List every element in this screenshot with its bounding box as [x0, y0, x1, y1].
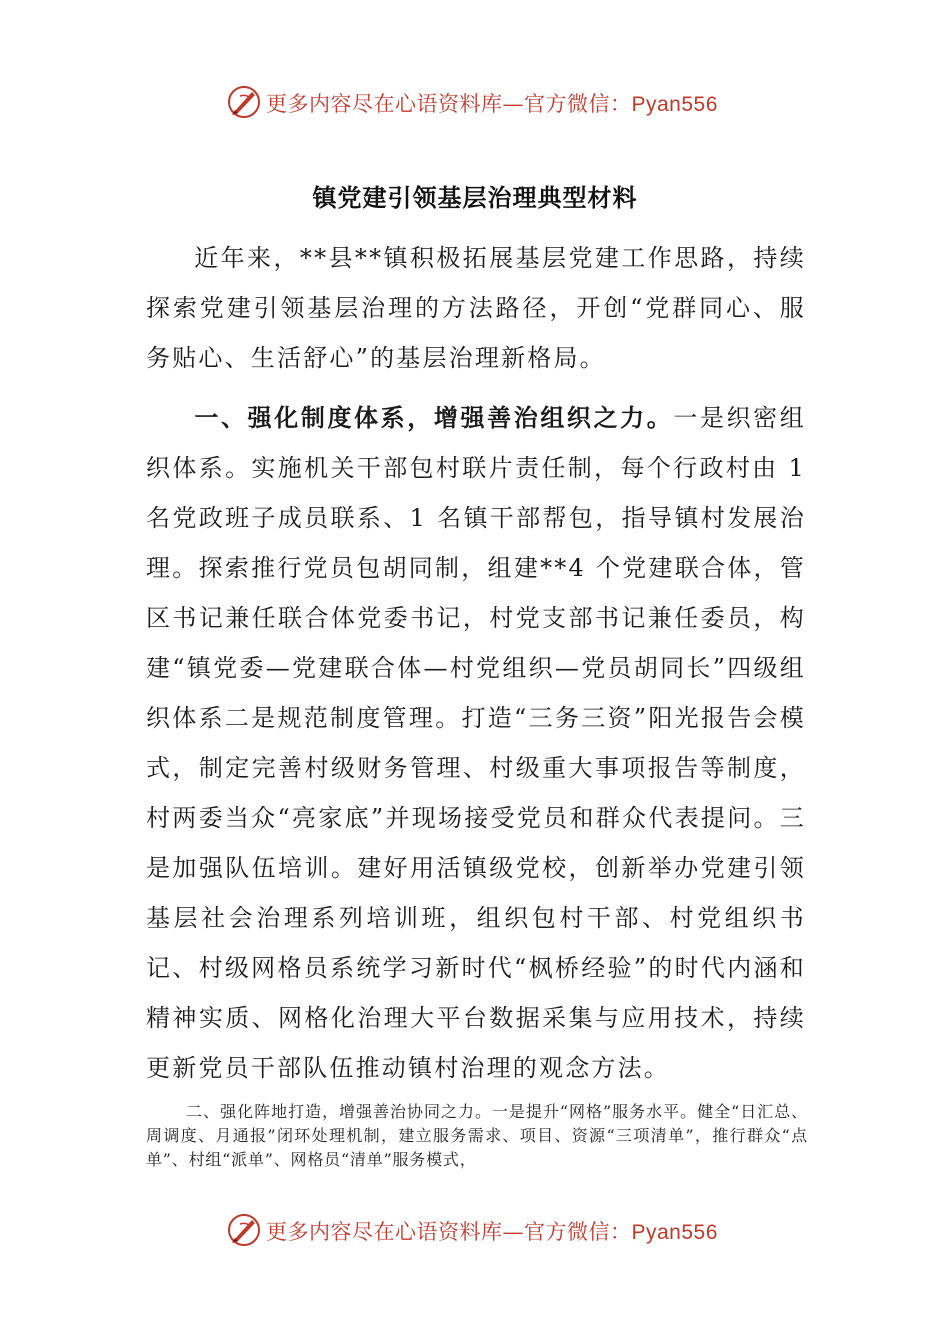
section-1-heading: 一、强化制度体系，增强善治组织之力。 [194, 403, 674, 432]
banner-text: 更多内容尽在心语资料库—官方微信：Pyan556 [266, 92, 718, 116]
intro-text: 近年来，**县**镇积极拓展基层党建工作思路，持续探索党建引领基层治理的方法路径，开创“党群同心、服务贴心、生活舒心”的基层治理新格局。 [146, 244, 806, 372]
wechat-id: Pyan556 [631, 93, 718, 116]
section-1-paragraph [146, 393, 806, 1093]
header-watermark-banner [0, 82, 950, 122]
banner-text: 更多内容尽在心语资料库—官方微信：Pyan556 [266, 1220, 718, 1244]
section-2-paragraph [146, 1100, 808, 1172]
document-title: 镇党建引领基层治理典型材料 [312, 183, 638, 212]
footer-watermark-banner [0, 1210, 950, 1250]
quill-pen-logo-icon [226, 1212, 262, 1248]
intro-paragraph [146, 233, 806, 383]
quill-pen-logo-icon [226, 84, 262, 120]
section-1-body: 一是织密组织体系。实施机关干部包村联片责任制，每个行政村由 1 名党政班子成员联系、1 名镇干部帮包，指导镇村发展治理。探索推行党员包胡同制，组建**4 个党建联合体，管区书记兼任联合体党委书记，村党支部书记兼任委员，构建“镇党委—党建联合体—村党组织—党员胡同长”四级组织体系二是规范制度管理。打造“三务三资”阳光报告会模式，制定完善村级财务管理、村级重大事项报告等制度，村两委当众“亮家底”并现场接受党员和群众代表提问。三是加强队伍培训。建好用活镇级党校，创新举办党建引领基层社会治理系列培训班，组织包村干部、村党组织书记、村级网格员系统学习新时代“枫桥经验”的时代内涵和精神实质、网格化治理大平台数据采集与应用技术，持续更新党员干部队伍推动镇村治理的观念方法。 [146, 404, 806, 1082]
section-2-text: 二、强化阵地打造，增强善治协同之力。一是提升“网格”服务水平。健全“日汇总、周调度、月通报”闭环处理机制，建立服务需求、项目、资源“三项清单”，推行群众“点单”、村组“派单”、网格员“清单”服务模式， [146, 1102, 808, 1169]
wechat-id: Pyan556 [631, 1221, 718, 1244]
